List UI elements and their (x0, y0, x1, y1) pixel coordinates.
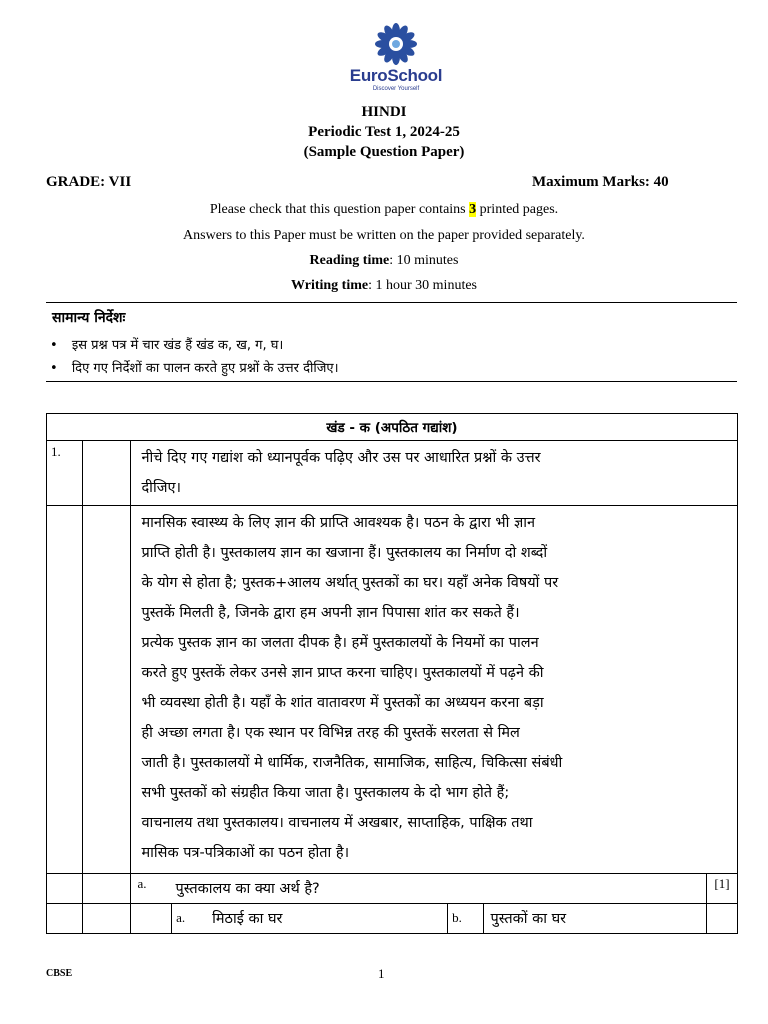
bullet-icon: • (50, 338, 58, 353)
passage-line: वाचनालय तथा पुस्तकालय। वाचनालय में अखबार, साप्ताहिक, पाक्षिक तथा (141, 815, 533, 831)
passage-row (47, 506, 738, 874)
test-name: Periodic Test 1, 2024-25 (308, 124, 460, 140)
bullet-icon: • (50, 361, 58, 376)
empty-cell (706, 904, 737, 934)
logo-tagline: Discover Yourself (372, 86, 420, 92)
reading-time (0, 253, 768, 269)
reading-time-label: Reading time (309, 253, 390, 268)
instructions-bottom-rule (46, 381, 737, 382)
empty-cell (83, 441, 131, 506)
option-b-label[interactable]: b. (448, 904, 484, 934)
empty-cell (47, 904, 83, 934)
passage-line: पुस्तकें मिलती है, जिनके द्वारा हम अपनी ज्ञान पिपासा शांत कर सकते हैं। (141, 605, 520, 621)
passage-line: प्राप्ति होती है। पुस्तकालय ज्ञान का खजाना हैं। पुस्तकालय का निर्माण दो शब्दों (141, 545, 548, 561)
footer-board: CBSE (46, 968, 73, 979)
instructions-heading: सामान्य निर्देशः (52, 310, 126, 326)
answers-note: Answers to this Paper must be written on the paper provided separately. (183, 228, 585, 243)
reading-time-value: : 10 minutes (389, 253, 459, 268)
empty-cell (83, 874, 131, 904)
question-row (47, 441, 738, 506)
empty-cell (47, 874, 83, 904)
passage-line: मासिक पत्र-पत्रिकाओं का पठन होता है। (141, 845, 350, 861)
instruction-item (50, 335, 283, 353)
question-text-line: दीजिए। (141, 480, 181, 496)
instruction-text: इस प्रश्न पत्र में चार खंड हैं खंड क, ख, ग, घ। (71, 338, 284, 353)
writing-time (0, 278, 768, 294)
option-a[interactable] (172, 904, 448, 934)
paper-type: (Sample Question Paper) (303, 144, 465, 160)
question-text-line: नीचे दिए गए गद्यांश को ध्यानपूर्वक पढ़िए और उस पर आधारित प्रश्नों के उत्तर (141, 450, 541, 466)
grade-label: GRADE: VII (46, 174, 132, 190)
instruction-item (50, 358, 339, 376)
page-number: 1 (378, 966, 385, 981)
empty-cell (83, 506, 131, 874)
passage-line: मानसिक स्वास्थ्य के लिए ज्ञान की प्राप्ति आवश्यक है। पठन के द्वारा भी ज्ञान (141, 515, 536, 531)
passage-line: करते हुए पुस्तकें लेकर उनसे ज्ञान प्राप्त करना चाहिए। पुस्तकालयों में पढ़ने की (141, 665, 544, 681)
writing-time-value: : 1 hour 30 minutes (368, 278, 477, 293)
passage-line: भी व्यवस्था होती है। यहाँ के शांत वातावरण में पुस्तकों का अध्ययन करना बड़ा (141, 695, 544, 711)
empty-cell (131, 904, 172, 934)
question-table (46, 413, 738, 934)
flower-logo-icon (372, 22, 420, 66)
pages-note (0, 202, 768, 218)
section-title: खंड - क (अपठित गद्यांश) (47, 414, 738, 441)
options-row (47, 904, 738, 934)
passage-line: के योग से होता है; पुस्तक+आलय अर्थात् पुस्तकों का घर। यहाँ अनेक विषयों पर (141, 575, 559, 591)
sub-question-row (47, 874, 738, 904)
pages-suffix: printed pages. (479, 202, 559, 217)
sub-question-text: पुस्तकालय का क्या अर्थ है? (175, 881, 320, 897)
sub-question-marks: [1] (706, 874, 737, 904)
passage-line: ही अच्छा लगता है। एक स्थान पर विभिन्न तरह की पुस्तकें सरलता से मिल (141, 725, 520, 741)
pages-prefix: Please check that this question paper contains (209, 202, 466, 217)
option-a-label: a. (176, 910, 186, 925)
sub-question-label: a. (137, 876, 147, 891)
school-logo (349, 22, 443, 94)
passage-line: सभी पुस्तकों को संग्रहीत किया जाता है। पुस्तकालय के दो भाग होते हैं; (141, 785, 510, 801)
max-marks: Maximum Marks: 40 (532, 174, 669, 190)
passage-line: जाती है। पुस्तकालयों मे धार्मिक, राजनैतिक, सामाजिक, साहित्य, चिकित्सा संबंधी (141, 755, 563, 771)
sub-question-cell (131, 874, 706, 904)
section-header-row (47, 414, 738, 441)
passage-line: प्रत्येक पुस्तक ज्ञान का जलता दीपक है। हमें पुस्तकालयों के नियमों का पालन (141, 635, 539, 651)
passage (131, 506, 738, 874)
question-text (131, 441, 738, 506)
instructions-top-rule (46, 302, 737, 303)
writing-time-label: Writing time (290, 278, 369, 293)
option-a-text: मिठाई का घर (212, 911, 283, 927)
option-b-text[interactable]: पुस्तकों का घर (484, 904, 706, 934)
empty-cell (83, 904, 131, 934)
pages-count: 3 (469, 202, 477, 217)
instruction-text: दिए गए निर्देशों का पालन करते हुए प्रश्नों के उत्तर दीजिए। (71, 361, 339, 376)
question-number: 1. (47, 441, 83, 506)
logo-text: EuroSchool (349, 66, 443, 85)
subject-title: HINDI (361, 104, 407, 120)
empty-cell (47, 506, 83, 874)
